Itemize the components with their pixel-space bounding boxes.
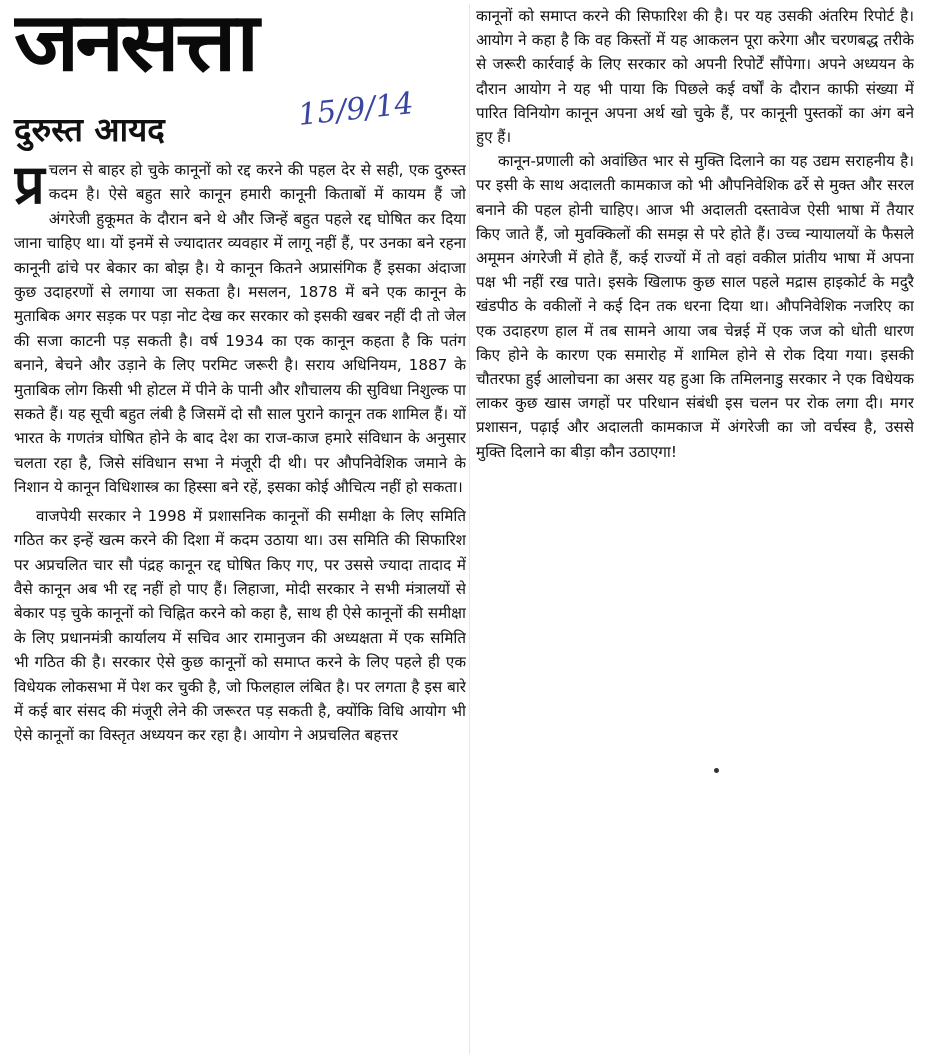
masthead-logo-text: जनसत्ता bbox=[14, 4, 256, 90]
editorial-title: दुरुस्त आयद bbox=[14, 110, 165, 149]
paragraph-4: कानून-प्रणाली को अवांछित भार से मुक्ति दिलाने का यह उद्यम सराहनीय है। पर इसी के साथ अदालती कामकाज को भी औपनिवेशिक ढर्रे से मुक्त और सरल बनाने की पहल होनी चाहिए। आज भी अदालती दस्तावेज ऐसी भाषा में तैयार किए जाते हैं, जो मुवक्किलों की समझ से परे होते हैं। उच्च न्यायालयों के फैसले अमूमन अंगरेजी में होते हैं, कई राज्यों में तो वहां वकील प्रांतीय भाषा में अपना पक्ष भी नहीं रख पाते। इसके खिलाफ कुछ साल पहले मद्रास हाइकोर्ट के मदुरै खंडपीठ के वकीलों ने कई दिन तक धरना दिया था। औपनिवेशिक नजरिए का एक उदाहरण हाल में तब सामने आया जब चेन्नई में एक जज को धोती धारण किए होने के कारण एक समारोह में शामिल होने से रोक दिया गया। इसकी चौतरफा हुई आलोचना का असर यह हुआ कि तमिलनाडु सरकार ने एक विधेयक लाकर कुछ खास जगहों पर परिधान संबंधी इस चलन पर रोक लगा दी। मगर प्रशासन, पढ़ाई और अदालती कामकाज में अंगरेजी का जो वर्चस्व है, उससे मुक्ति दिलाने का बीड़ा कौन उठाएगा! bbox=[476, 152, 914, 461]
left-column bbox=[14, 158, 466, 1054]
paragraph-1-text: चलन से बाहर हो चुके कानूनों को रद्द करने की पहल देर से सही, एक दुरुस्त कदम है। ऐसे बहुत सारे कानून हमारी कानूनी किताबों में कायम हैं जो अंगरेजी हुकूमत के दौरान बने थे और जिन्हें बहुत पहले रद्द घोषित कर दिया जाना चाहिए था। यों इनमें से ज्यादातर व्यवहार में लागू नहीं हैं, पर उनका बने रहना कानूनी ढांचे पर बेकार का बोझ है। ये कानून कितने अप्रासंगिक हैं इसका अंदाजा कुछ उदाहरणों से लगाया जा सकता है। मसलन, 1878 में बने एक कानून के मुताबिक अगर सड़क पर पड़ा नोट देख कर सरकार को इसकी खबर नहीं दी तो जेल की सजा काटनी पड़ सकती है। वर्ष 1934 का एक कानून कहता है कि पतंग बनाने, बेचने और उड़ाने के लिए परमिट जरूरी है। सराय अधिनियम, 1887 के मुताबिक लोग किसी भी होटल में पीने के पानी और शौचालय की सुविधा निशुल्क पा सकते हैं। यह सूची बहुत लंबी है जिसमें दो सौ साल पुराने कानून तक शामिल हैं। यों भारत के गणतंत्र घोषित होने के बाद देश का राज-काज हमारे संविधान के अनुसार चलता रहा है, जिसे संविधान सभा ने मंजूरी दी थी। पर औपनिवेशिक जमाने के निशान ये कानून विधिशास्त्र का हिस्सा बने रहें, इसका कोई औचित्य नहीं हो सकता। bbox=[14, 161, 466, 497]
column-divider bbox=[469, 4, 470, 1054]
ink-dot bbox=[714, 768, 719, 773]
paragraph-2: वाजपेयी सरकार ने 1998 में प्रशासनिक कानूनों की समीक्षा के लिए समिति गठित कर इन्हें खत्म करने की दिशा में कदम उठाया था। उस समिति की सिफारिश पर अप्रचलित चार सौ पंद्रह कानून रद्द घोषित किए गए, पर उससे ज्यादा तादाद में वैसे कानून अब भी रद्द नहीं हो पाए हैं। लिहाजा, मोदी सरकार ने सभी मंत्रालयों से बेकार पड़ चुके कानूनों को चिह्नित करने को कहा है, साथ ही ऐसे कानूनों की समीक्षा के लिए प्रधानमंत्री कार्यालय में सचिव आर रामानुजन की अध्यक्षता में एक समिति भी गठित की है। सरकार ऐसे कुछ कानूनों को समाप्त करने के लिए पहले ही एक विधेयक लोकसभा में पेश कर चुकी है, जो फिलहाल लंबित है। पर लगता है इस बारे में कई बार संसद की मंजूरी लेने की जरूरत पड़ सकती है, क्योंकि विधि आयोग भी ऐसे कानूनों का विस्तृत अध्ययन कर रहा है। आयोग ने अप्रचलित बहत्तर bbox=[14, 506, 466, 745]
drop-cap: प्र bbox=[14, 158, 45, 216]
paragraph-1 bbox=[14, 158, 466, 500]
newspaper-masthead bbox=[14, 4, 466, 90]
paragraph-3: कानूनों को समाप्त करने की सिफारिश की है। पर यह उसकी अंतरिम रिपोर्ट है। आयोग ने कहा है कि वह किस्तों में यह आकलन पूरा करेगा और चरणबद्ध तरीके से जरूरी कार्रवाई के लिए सरकार को अपनी रिपोर्टें सौंपेगा। अपने अध्ययन के दौरान आयोग ने यह भी पाया कि पिछले कई वर्षों के दौरान काफी संख्या में पारित विनियोग कानून अपना अर्थ खो चुके हैं, पर कानूनी पुस्तकों का अंग बने हुए हैं। bbox=[476, 7, 914, 147]
handwritten-date: 15/9/14 bbox=[296, 86, 416, 133]
right-column bbox=[476, 4, 914, 640]
